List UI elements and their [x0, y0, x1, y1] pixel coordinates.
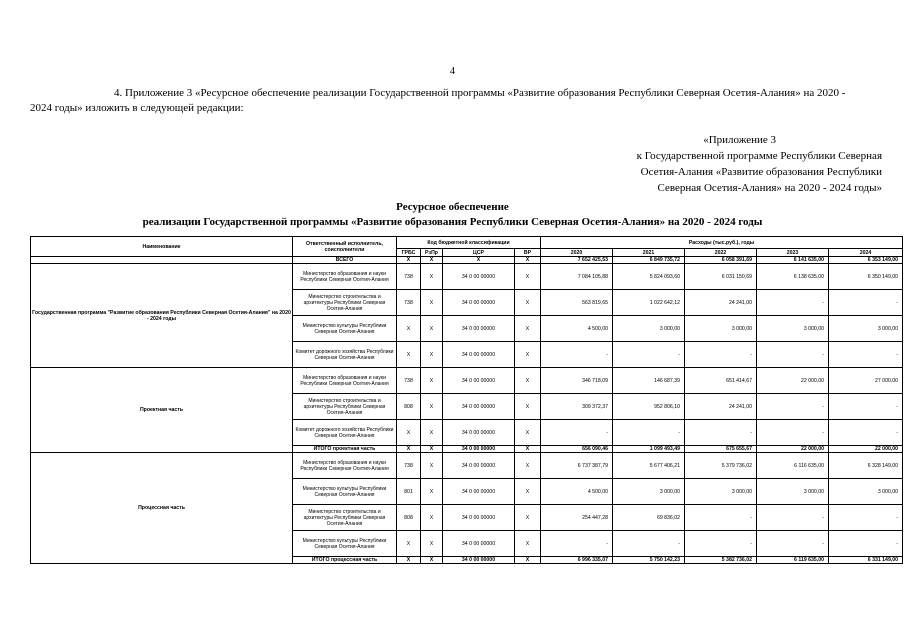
value-2023: 6 119 635,00: [757, 557, 829, 564]
vr-cell: Х: [515, 342, 541, 368]
rzpr-cell: Х: [421, 316, 443, 342]
csr-cell: 34 0 00 00000: [443, 316, 515, 342]
grbs-cell: 808: [397, 505, 421, 531]
vr-cell: Х: [515, 368, 541, 394]
header-executor: Ответственный исполнитель, соисполнители: [293, 237, 397, 257]
vr-cell: Х: [515, 290, 541, 316]
rzpr-cell: Х: [421, 290, 443, 316]
value-2020: 7 084 105,88: [541, 264, 613, 290]
value-2024: 6 328 149,00: [829, 453, 903, 479]
value-2023: 22 000,00: [757, 446, 829, 453]
csr-cell: 34 0 00 00000: [443, 531, 515, 557]
vr-cell: Х: [515, 479, 541, 505]
value-2024: -: [829, 420, 903, 446]
csr-cell: 34 0 00 00000: [443, 420, 515, 446]
header-2022: 2022: [685, 249, 757, 257]
executor-cell: Министерство строительства и архитектуры Республики Северная Осетия-Алания: [293, 394, 397, 420]
table-row: [31, 453, 903, 479]
title-line-1: Ресурсное обеспечение: [396, 201, 509, 213]
rzpr-cell: Х: [421, 264, 443, 290]
intro-paragraph: 4. Приложение 3 «Ресурсное обеспечение реализации Государственной программы «Развитие образования Республики Северная Осетия-Алания» на 2020 - 2024 годы» изложить в следующей редакции:: [30, 87, 846, 114]
executor-cell: Министерство образования и науки Республики Северная Осетия-Алания: [293, 453, 397, 479]
executor-cell: Министерство культуры Республики Северная Осетия-Алания: [293, 531, 397, 557]
rzpr-cell: Х: [421, 368, 443, 394]
subtotal-label: ИТОГО процессная часть: [293, 557, 397, 564]
value-2023: 6 138 635,00: [757, 264, 829, 290]
resource-table: [30, 236, 903, 564]
grbs-cell: 738: [397, 264, 421, 290]
value-2022: 6 031 150,69: [685, 264, 757, 290]
value-2021: 69 836,02: [613, 505, 685, 531]
value-2021: 146 687,39: [613, 368, 685, 394]
header-2021: 2021: [613, 249, 685, 257]
header-2020: 2020: [541, 249, 613, 257]
header-rzpr: РзПр: [421, 249, 443, 257]
value-2022: 5 379 736,02: [685, 453, 757, 479]
value-2022: 24 241,00: [685, 290, 757, 316]
rzpr-cell: Х: [421, 394, 443, 420]
vr-cell: Х: [515, 531, 541, 557]
vr-cell: Х: [515, 420, 541, 446]
value-2022: 3 000,00: [685, 479, 757, 505]
executor-cell: Министерство культуры Республики Северная Осетия-Алания: [293, 316, 397, 342]
value-2024: -: [829, 290, 903, 316]
value-2020: -: [541, 531, 613, 557]
value-2023: -: [757, 342, 829, 368]
grbs-cell: Х: [397, 342, 421, 368]
total-rzpr: Х: [421, 257, 443, 264]
vr-cell: Х: [515, 505, 541, 531]
value-2021: 5 750 142,23: [613, 557, 685, 564]
value-2022: -: [685, 531, 757, 557]
total-2022: 6 058 391,69: [685, 257, 757, 264]
executor-cell: Комитет дорожного хозяйства Республики Северная Осетия-Алания: [293, 342, 397, 368]
value-2020: 6 996 335,07: [541, 557, 613, 564]
value-2022: 24 241,00: [685, 394, 757, 420]
total-grbs: Х: [397, 257, 421, 264]
value-2020: -: [541, 420, 613, 446]
group-name-process: Процессная часть: [31, 453, 293, 564]
header-2024: 2024: [829, 249, 903, 257]
value-2022: -: [685, 420, 757, 446]
grbs-cell: Х: [397, 557, 421, 564]
csr-cell: 34 0 00 00000: [443, 557, 515, 564]
value-2022: -: [685, 505, 757, 531]
value-2021: 1 099 493,49: [613, 446, 685, 453]
value-2021: 3 000,00: [613, 479, 685, 505]
value-2024: -: [829, 531, 903, 557]
appendix-line-1: «Приложение 3: [703, 134, 776, 146]
grbs-cell: 738: [397, 290, 421, 316]
value-2020: 4 500,00: [541, 316, 613, 342]
header-vr: ВР: [515, 249, 541, 257]
value-2023: -: [757, 505, 829, 531]
csr-cell: 34 0 00 00000: [443, 505, 515, 531]
vr-cell: Х: [515, 557, 541, 564]
vr-cell: Х: [515, 453, 541, 479]
value-2023: 22 000,00: [757, 368, 829, 394]
rzpr-cell: Х: [421, 420, 443, 446]
value-2020: 563 819,65: [541, 290, 613, 316]
grbs-cell: 808: [397, 394, 421, 420]
value-2023: -: [757, 394, 829, 420]
rzpr-cell: Х: [421, 505, 443, 531]
title-line-2: реализации Государственной программы «Развитие образования Республики Северная Осетия-Алания» на 2020 - 2024 годы: [142, 216, 763, 228]
value-2024: 6 331 149,00: [829, 557, 903, 564]
page-number: 4: [450, 66, 455, 77]
executor-cell: Министерство образования и науки Республики Северная Осетия-Алания: [293, 264, 397, 290]
value-2021: 5 677 406,21: [613, 453, 685, 479]
value-2020: 6 737 387,79: [541, 453, 613, 479]
value-2022: 651 414,67: [685, 368, 757, 394]
value-2023: -: [757, 290, 829, 316]
appendix-caption: [560, 132, 882, 196]
total-2024: 6 353 149,00: [829, 257, 903, 264]
appendix-line-4: Северная Осетия-Алания» на 2020 - 2024 годы»: [657, 182, 882, 194]
header-grbs: ГРБС: [397, 249, 421, 257]
csr-cell: 34 0 00 00000: [443, 368, 515, 394]
group-name-project: Проектная часть: [31, 368, 293, 453]
value-2024: -: [829, 505, 903, 531]
csr-cell: 34 0 00 00000: [443, 264, 515, 290]
value-2020: 4 500,00: [541, 479, 613, 505]
total-2021: 6 849 735,72: [613, 257, 685, 264]
csr-cell: 34 0 00 00000: [443, 453, 515, 479]
subtotal-label: ИТОГО проектная часть: [293, 446, 397, 453]
value-2021: 952 806,10: [613, 394, 685, 420]
total-2023: 6 141 635,00: [757, 257, 829, 264]
executor-cell: Министерство образования и науки Республики Северная Осетия-Алания: [293, 368, 397, 394]
value-2020: 656 090,46: [541, 446, 613, 453]
vr-cell: Х: [515, 446, 541, 453]
rzpr-cell: Х: [421, 446, 443, 453]
value-2020: 309 372,37: [541, 394, 613, 420]
total-label: ВСЕГО: [293, 257, 397, 264]
appendix-line-2: к Государственной программе Республики Северная: [636, 150, 882, 162]
value-2021: 3 000,00: [613, 316, 685, 342]
executor-cell: Комитет дорожного хозяйства Республики Северная Осетия-Алания: [293, 420, 397, 446]
rzpr-cell: Х: [421, 557, 443, 564]
value-2021: -: [613, 342, 685, 368]
value-2021: -: [613, 420, 685, 446]
grbs-cell: Х: [397, 420, 421, 446]
executor-cell: Министерство культуры Республики Северная Осетия-Алания: [293, 479, 397, 505]
grbs-cell: 738: [397, 453, 421, 479]
table-row: [31, 368, 903, 394]
value-2024: 6 350 149,00: [829, 264, 903, 290]
value-2024: 22 000,00: [829, 446, 903, 453]
executor-cell: Министерство строительства и архитектуры Республики Северная Осетия-Алания: [293, 505, 397, 531]
executor-cell: Министерство строительства и архитектуры Республики Северная Осетия-Алания: [293, 290, 397, 316]
grbs-cell: Х: [397, 316, 421, 342]
value-2022: -: [685, 342, 757, 368]
value-2023: 6 116 635,00: [757, 453, 829, 479]
value-2024: -: [829, 342, 903, 368]
value-2020: -: [541, 342, 613, 368]
csr-cell: 34 0 00 00000: [443, 479, 515, 505]
value-2020: 254 447,28: [541, 505, 613, 531]
rzpr-cell: Х: [421, 453, 443, 479]
total-vr: Х: [515, 257, 541, 264]
value-2024: -: [829, 394, 903, 420]
total-csr: Х: [443, 257, 515, 264]
value-2021: 5 824 093,60: [613, 264, 685, 290]
document-title: [0, 200, 905, 230]
appendix-line-3: Осетия-Алания «Развитие образования Республики: [640, 166, 882, 178]
value-2021: -: [613, 531, 685, 557]
value-2020: 346 718,09: [541, 368, 613, 394]
vr-cell: Х: [515, 394, 541, 420]
csr-cell: 34 0 00 00000: [443, 342, 515, 368]
group-name-program: Государственная программа "Развитие образования Республики Северная Осетия-Алания" на 2020 - 2024 годы: [31, 264, 293, 368]
grbs-cell: Х: [397, 531, 421, 557]
rzpr-cell: Х: [421, 479, 443, 505]
value-2024: 3 000,00: [829, 316, 903, 342]
header-expenses: Расходы (тыс.руб.), годы: [541, 237, 903, 249]
value-2023: -: [757, 531, 829, 557]
grbs-cell: 801: [397, 479, 421, 505]
value-2023: -: [757, 420, 829, 446]
value-2022: 5 382 736,02: [685, 557, 757, 564]
header-2023: 2023: [757, 249, 829, 257]
header-csr: ЦСР: [443, 249, 515, 257]
total-2020: 7 652 425,53: [541, 257, 613, 264]
value-2024: 27 000,00: [829, 368, 903, 394]
vr-cell: Х: [515, 264, 541, 290]
rzpr-cell: Х: [421, 342, 443, 368]
value-2023: 3 000,00: [757, 316, 829, 342]
table-row: [31, 264, 903, 290]
grbs-cell: 738: [397, 368, 421, 394]
csr-cell: 34 0 00 00000: [443, 446, 515, 453]
value-2022: 675 655,67: [685, 446, 757, 453]
header-name: Наименование: [31, 237, 293, 257]
value-2023: 3 000,00: [757, 479, 829, 505]
rzpr-cell: Х: [421, 531, 443, 557]
grbs-cell: Х: [397, 446, 421, 453]
value-2021: 1 022 642,12: [613, 290, 685, 316]
value-2022: 3 000,00: [685, 316, 757, 342]
total-row: [31, 257, 903, 264]
header-budget-code: Код бюджетной классификации: [397, 237, 541, 249]
value-2024: 3 000,00: [829, 479, 903, 505]
vr-cell: Х: [515, 316, 541, 342]
csr-cell: 34 0 00 00000: [443, 290, 515, 316]
csr-cell: 34 0 00 00000: [443, 394, 515, 420]
